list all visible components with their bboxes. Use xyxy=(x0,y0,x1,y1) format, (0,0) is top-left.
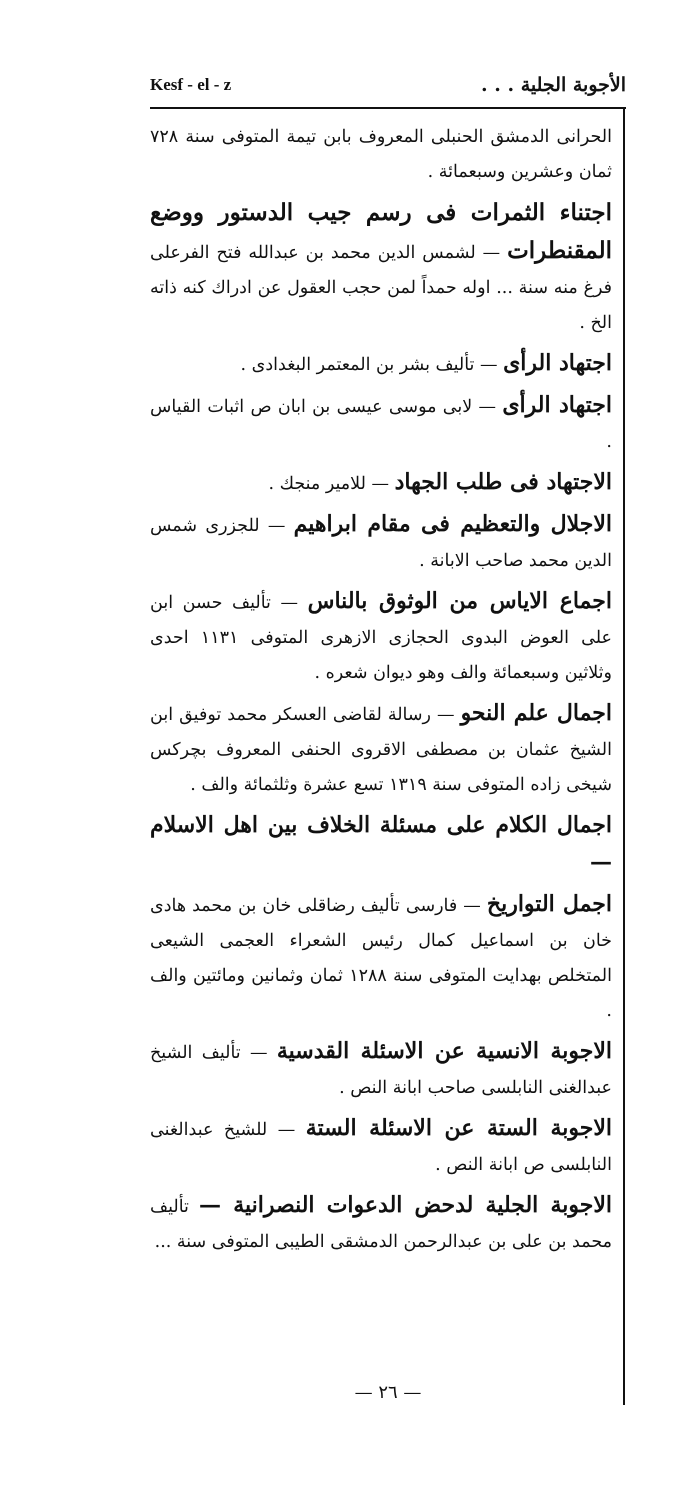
entry-ijtinaa-al-thamarat: اجتناء الثمرات فى رسم جيب الدستور ووضع المقنطرات — لشمس الدين محمد بن عبدالله فتح الفرعلى فرغ منه سنة ... اوله حمداً لمن حجب العقول عن ادراك كنه ذاته الخ . xyxy=(150,199,612,333)
entry-ajmal-al-tawarikh: اجمل التواريخ — فارسى تأليف رضاقلى خان بن محمد هادى خان بن اسماعيل كمال رئيس الشعراء العجمى الشيعى المتخلص بهدايت المتوفى سنة ١٢٨٨ ثمان وثمانين ومائتين والف . xyxy=(150,891,612,1021)
entry-ijmal-ilm-al-nahw: اجمال علم النحو — رسالة لقاضى العسكر محمد توفيق ابن الشيخ عثمان بن مصطفى الاقروى الحنفى المعروف بچركس شيخى زاده المتوفى سنة ١٣١٩ تسع عشرة وثلثمائة والف . xyxy=(150,700,612,795)
running-header xyxy=(150,68,626,102)
entry-al-ijlal: الاجلال والتعظيم فى مقام ابراهيم — للجزرى شمس الدين محمد صاحب الابانة . xyxy=(150,511,612,571)
entry-ijtihad-al-ray-2: اجتهاد الرأى — لابى موسى عيسى بن ابان ص اثبات القياس . xyxy=(150,392,613,452)
header-title-arabic: الأجوبة الجلية . . . xyxy=(481,74,626,96)
entry-al-ajwiba-al-jaliyya: الاجوبة الجلية لدحض الدعوات النصرانية — تأليف محمد بن على بن عبدالرحمن الدمشقى الطيبى المتوفى سنة ... xyxy=(150,1192,612,1252)
entry-al-ajwiba-al-unsiyya: الاجوبة الانسية عن الاسئلة القدسية — تأليف الشيخ عبدالغنى النابلسى صاحب ابانة النص . xyxy=(150,1038,612,1098)
margin-rule xyxy=(623,109,625,1405)
entry-ijtihad-al-ray-1: اجتهاد الرأى — تأليف بشر بن المعتمر البغدادى . xyxy=(240,350,612,376)
header-rule xyxy=(150,107,626,109)
entry-al-ajwiba-al-sitta: الاجوبة الستة عن الاسئلة الستة — للشيخ عبدالغنى النابلسى ص ابانة النص . xyxy=(150,1115,612,1175)
header-title-latin: Kesf - el - z xyxy=(150,75,232,94)
entry-ijma-al-iyas: اجماع الاياس من الوثوق بالناس — تأليف حسن ابن على العوض البدوى الحجازى الازهرى المتوفى ١١٣١ احدى وثلاثين وسبعمائة والف وهو ديوان شعره . xyxy=(150,588,612,683)
page-number: — ٢٦ — xyxy=(354,1382,422,1403)
entry-ijmal-al-kalam: اجمال الكلام على مسئلة الخلاف بين اهل الاسلام — xyxy=(150,812,612,875)
entry-al-ijtihad: الاجتهاد فى طلب الجهاد — للامير منجك . xyxy=(268,469,612,495)
entries-column xyxy=(150,118,612,1265)
entry-continuation: الحرانى الدمشق الحنبلى المعروف بابن تيمة المتوفى سنة ٧٢٨ ثمان وعشرين وسبعمائة . xyxy=(150,127,612,182)
